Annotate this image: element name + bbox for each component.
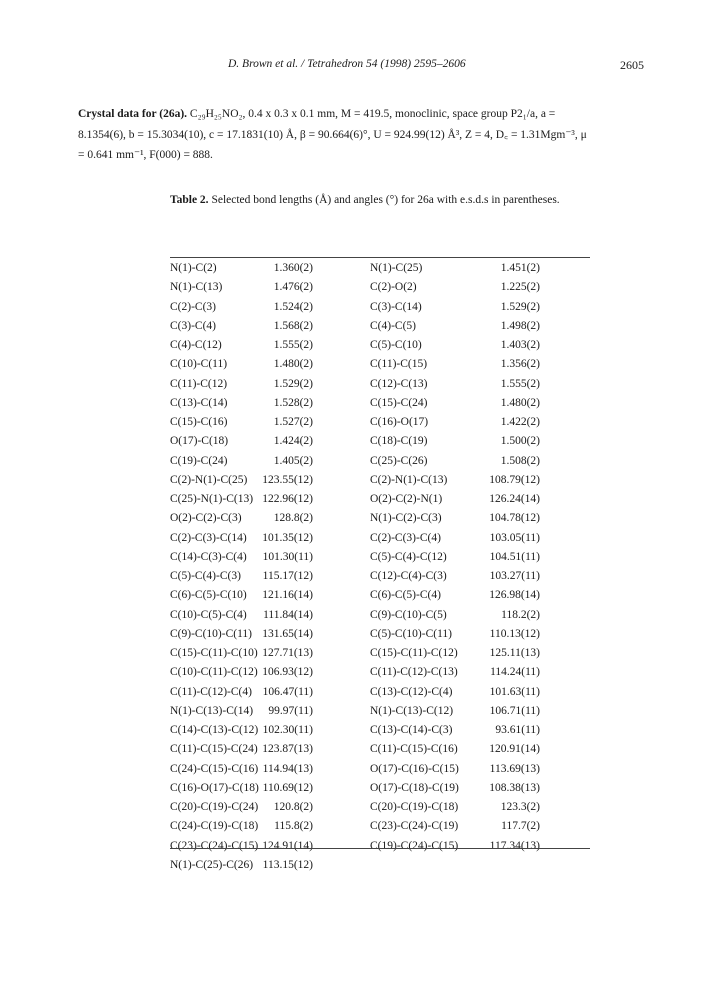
bond-value: 127.71(13): [262, 647, 313, 659]
bond-label: C(2)-C(3): [170, 300, 216, 313]
bond-value: 120.8(2): [273, 801, 313, 813]
bond-value: 1.555(2): [273, 339, 313, 351]
bond-value: 122.96(12): [262, 493, 313, 505]
bond-value: 126.98(14): [489, 589, 540, 602]
bond-label: C(24)-C(19)-C(18): [170, 820, 259, 833]
table-row: [170, 320, 590, 339]
bond-label: C(19)-C(24): [170, 454, 228, 467]
table-row: [170, 609, 590, 628]
crystal-data-label: Crystal data for (26a).: [78, 108, 188, 120]
bond-value: 1.568(2): [273, 319, 313, 332]
bond-label: C(14)-C(3)-C(4): [170, 550, 247, 563]
bond-value: 102.30(11): [262, 724, 313, 736]
bond-value: 104.51(11): [489, 550, 540, 563]
bond-label: C(13)-C(14): [170, 396, 228, 409]
bond-label: C(5)-C(4)-C(3): [170, 570, 241, 582]
table-row: [170, 840, 590, 859]
bond-value: 1.527(2): [273, 416, 313, 428]
table-row: [170, 628, 590, 647]
bond-value: 123.55(12): [262, 473, 313, 486]
bond-label: N(1)-C(2): [170, 262, 217, 274]
bond-label: N(1)-C(13)-C(14): [170, 704, 254, 717]
bond-value: 104.78(12): [489, 512, 540, 525]
bond-label: C(10)-C(11): [170, 358, 228, 371]
bond-value: 1.555(2): [500, 377, 540, 390]
bond-value: 101.63(11): [489, 685, 540, 698]
bond-value: 113.69(13): [489, 762, 540, 775]
bond-value: 1.360(2): [273, 262, 313, 274]
bond-value: 1.498(2): [500, 319, 540, 332]
table-row: [170, 416, 590, 435]
bond-value: 103.27(11): [489, 570, 540, 582]
bond-label: C(11)-C(15)-C(16): [370, 743, 458, 756]
bond-value: 1.476(2): [273, 281, 313, 294]
bond-label: C(13)-C(14)-C(3): [370, 724, 453, 736]
bond-label: C(10)-C(5)-C(4): [170, 608, 247, 621]
bond-value: 1.451(2): [500, 262, 540, 274]
table-row: [170, 262, 590, 281]
bond-label: C(9)-C(10)-C(5): [370, 608, 447, 621]
bond-label: C(14)-C(13)-C(12): [170, 724, 259, 736]
bond-value: 125.11(13): [489, 647, 540, 659]
bond-label: C(6)-C(5)-C(4): [370, 589, 441, 602]
bond-label: C(18)-C(19): [370, 435, 428, 448]
table-row: [170, 801, 590, 820]
bond-label: C(15)-C(11)-C(12): [370, 647, 458, 659]
bond-value: 1.480(2): [500, 396, 540, 409]
table-row: [170, 686, 590, 705]
bond-label: C(25)-C(26): [370, 454, 428, 467]
crystal-data-line-3: = 0.641 mm⁻¹, F(000) = 888.: [78, 149, 213, 161]
bond-label: C(10)-C(11)-C(12): [170, 666, 258, 679]
crystal-data-paragraph: [78, 104, 658, 166]
bond-value: 117.7(2): [501, 820, 540, 833]
bond-label: C(2)-N(1)-C(25): [170, 473, 248, 486]
bond-value: 103.05(11): [489, 531, 540, 544]
bond-label: C(20)-C(19)-C(24): [170, 801, 259, 813]
bond-value: 123.3(2): [500, 801, 540, 813]
table-row: [170, 474, 590, 493]
table-row: [170, 763, 590, 782]
bond-value: 1.529(2): [500, 300, 540, 313]
table-row: [170, 820, 590, 839]
table-row: [170, 782, 590, 801]
bond-label: C(15)-C(11)-C(10): [170, 647, 258, 659]
bond-label: C(9)-C(10)-C(11): [170, 627, 252, 640]
bond-value: 106.71(11): [489, 704, 540, 717]
bond-label: C(2)-N(1)-C(13): [370, 473, 448, 486]
table-bottom-rule: [170, 848, 590, 849]
bond-label: C(12)-C(4)-C(3): [370, 570, 447, 582]
table-row: [170, 493, 590, 512]
bond-label: C(3)-C(4): [170, 319, 216, 332]
bond-label: C(5)-C(10): [370, 339, 422, 351]
bond-label: C(4)-C(5): [370, 319, 416, 332]
bond-label: C(2)-C(3)-C(4): [370, 531, 441, 544]
bond-label: O(17)-C(18)-C(19): [370, 781, 459, 794]
bond-label: C(12)-C(13): [370, 377, 428, 390]
bond-label: C(11)-C(12)-C(13): [370, 666, 458, 679]
bond-value: 1.524(2): [273, 300, 313, 313]
bond-value: 99.97(11): [268, 704, 313, 717]
crystal-data-line-1: C₂₉H₂₅NO₂, 0.4 x 0.3 x 0.1 mm, M = 419.5, monoclinic, space group P2₁/a, a =: [189, 108, 556, 120]
bond-value: 115.17(12): [262, 570, 313, 582]
table-row: [170, 378, 590, 397]
bond-label: O(17)-C(18): [170, 435, 229, 448]
bond-label: C(16)-O(17): [370, 416, 429, 428]
bond-label: O(17)-C(16)-C(15): [370, 762, 459, 775]
bond-label: C(11)-C(15)-C(24): [170, 743, 258, 756]
bond-value: 115.8(2): [274, 820, 313, 833]
bond-value: 114.94(13): [262, 762, 313, 775]
bond-label: C(4)-C(12): [170, 339, 222, 351]
table-row: [170, 339, 590, 358]
bond-label: C(15)-C(24): [370, 396, 428, 409]
table-row: [170, 551, 590, 570]
bond-label: C(19)-C(24)-C(15): [370, 839, 459, 852]
bond-value: 1.500(2): [500, 435, 540, 448]
table-row: [170, 570, 590, 589]
bond-value: 128.8(2): [273, 512, 313, 525]
table-row: [170, 666, 590, 685]
table-row: [170, 358, 590, 377]
bond-value: 124.91(14): [262, 839, 313, 852]
bond-value: 93.61(11): [495, 724, 540, 736]
bond-label: O(2)-C(2)-C(3): [170, 512, 242, 525]
table-row: [170, 705, 590, 724]
bond-value: 101.30(11): [262, 550, 313, 563]
table-top-rule: [170, 257, 590, 258]
table-row: [170, 455, 590, 474]
bond-value: 126.24(14): [489, 493, 540, 505]
bond-value: 1.480(2): [273, 358, 313, 371]
running-title: D. Brown et al. / Tetrahedron 54 (1998) 2595–2606: [228, 58, 466, 70]
bond-label: C(15)-C(16): [170, 416, 228, 428]
bond-value: 1.422(2): [500, 416, 540, 428]
page-number: 2605: [620, 58, 644, 72]
bond-value: 1.508(2): [500, 454, 540, 467]
table-row: [170, 532, 590, 551]
table-row: [170, 724, 590, 743]
bond-label: C(23)-C(24)-C(19): [370, 820, 459, 833]
bond-value: 106.47(11): [262, 685, 313, 698]
bond-label: C(23)-C(24)-C(15): [170, 839, 259, 852]
bond-value: 118.2(2): [501, 608, 540, 621]
bond-label: O(2)-C(2)-N(1): [370, 493, 443, 505]
bond-label: C(5)-C(10)-C(11): [370, 627, 452, 640]
table-row: [170, 512, 590, 531]
bond-value: 108.79(12): [489, 473, 540, 486]
table-row: [170, 301, 590, 320]
bond-value: 117.34(13): [489, 839, 540, 852]
bond-label: C(5)-C(4)-C(12): [370, 550, 447, 563]
table-row: [170, 647, 590, 666]
bond-label: C(2)-C(3)-C(14): [170, 531, 247, 544]
bond-value: 1.529(2): [273, 377, 313, 390]
bond-value: 113.15(12): [262, 858, 313, 871]
bond-label: C(6)-C(5)-C(10): [170, 589, 247, 602]
bond-value: 106.93(12): [262, 666, 313, 679]
bond-label: C(2)-O(2): [370, 281, 417, 294]
bond-value: 110.69(12): [262, 781, 313, 794]
table-row: [170, 743, 590, 762]
bond-label: C(20)-C(19)-C(18): [370, 801, 459, 813]
table-row: [170, 435, 590, 454]
bond-label: C(13)-C(12)-C(4): [370, 685, 453, 698]
bond-value: 108.38(13): [489, 781, 540, 794]
bond-value: 101.35(12): [262, 531, 313, 544]
bond-label: C(3)-C(14): [370, 300, 422, 313]
bond-value: 1.225(2): [500, 281, 540, 294]
table-caption-label: Table 2.: [170, 194, 209, 206]
bond-value: 111.84(14): [263, 608, 313, 621]
bond-label: N(1)-C(2)-C(3): [370, 512, 442, 525]
bond-table: [170, 262, 590, 878]
bond-label: C(11)-C(12): [170, 377, 228, 390]
bond-value: 121.16(14): [262, 589, 313, 602]
bond-label: C(11)-C(15): [370, 358, 428, 371]
bond-value: 131.65(14): [262, 627, 313, 640]
bond-value: 114.24(11): [490, 666, 540, 679]
table-caption: [170, 190, 590, 210]
bond-value: 1.405(2): [273, 454, 313, 467]
bond-label: C(16)-O(17)-C(18): [170, 781, 259, 794]
bond-label: N(1)-C(25)-C(26): [170, 858, 254, 871]
bond-label: C(25)-N(1)-C(13): [170, 493, 254, 505]
table-caption-text: Selected bond lengths (Å) and angles (°) for 26a with e.s.d.s in parentheses.: [211, 194, 560, 206]
table-row: [170, 397, 590, 416]
crystal-data-line-2: 8.1354(6), b = 15.3034(10), c = 17.1831(10) Å, β = 90.664(6)°, U = 924.99(12) Å³, Z = 4, D꜀ = 1.31Mgm⁻³, μ: [78, 128, 587, 141]
bond-label: N(1)-C(13)-C(12): [370, 704, 454, 717]
page-header: [0, 58, 720, 78]
bond-label: N(1)-C(13): [170, 281, 223, 294]
table-row: [170, 281, 590, 300]
bond-value: 1.528(2): [273, 396, 313, 409]
bond-label: C(24)-C(15)-C(16): [170, 762, 259, 775]
table-row: [170, 859, 590, 878]
bond-value: 1.403(2): [500, 339, 540, 351]
bond-value: 120.91(14): [489, 743, 540, 756]
bond-value: 1.356(2): [500, 358, 540, 371]
bond-value: 1.424(2): [273, 435, 313, 448]
bond-value: 110.13(12): [489, 627, 540, 640]
table-row: [170, 589, 590, 608]
bond-label: N(1)-C(25): [370, 262, 423, 274]
bond-value: 123.87(13): [262, 743, 313, 756]
bond-label: C(11)-C(12)-C(4): [170, 685, 252, 698]
